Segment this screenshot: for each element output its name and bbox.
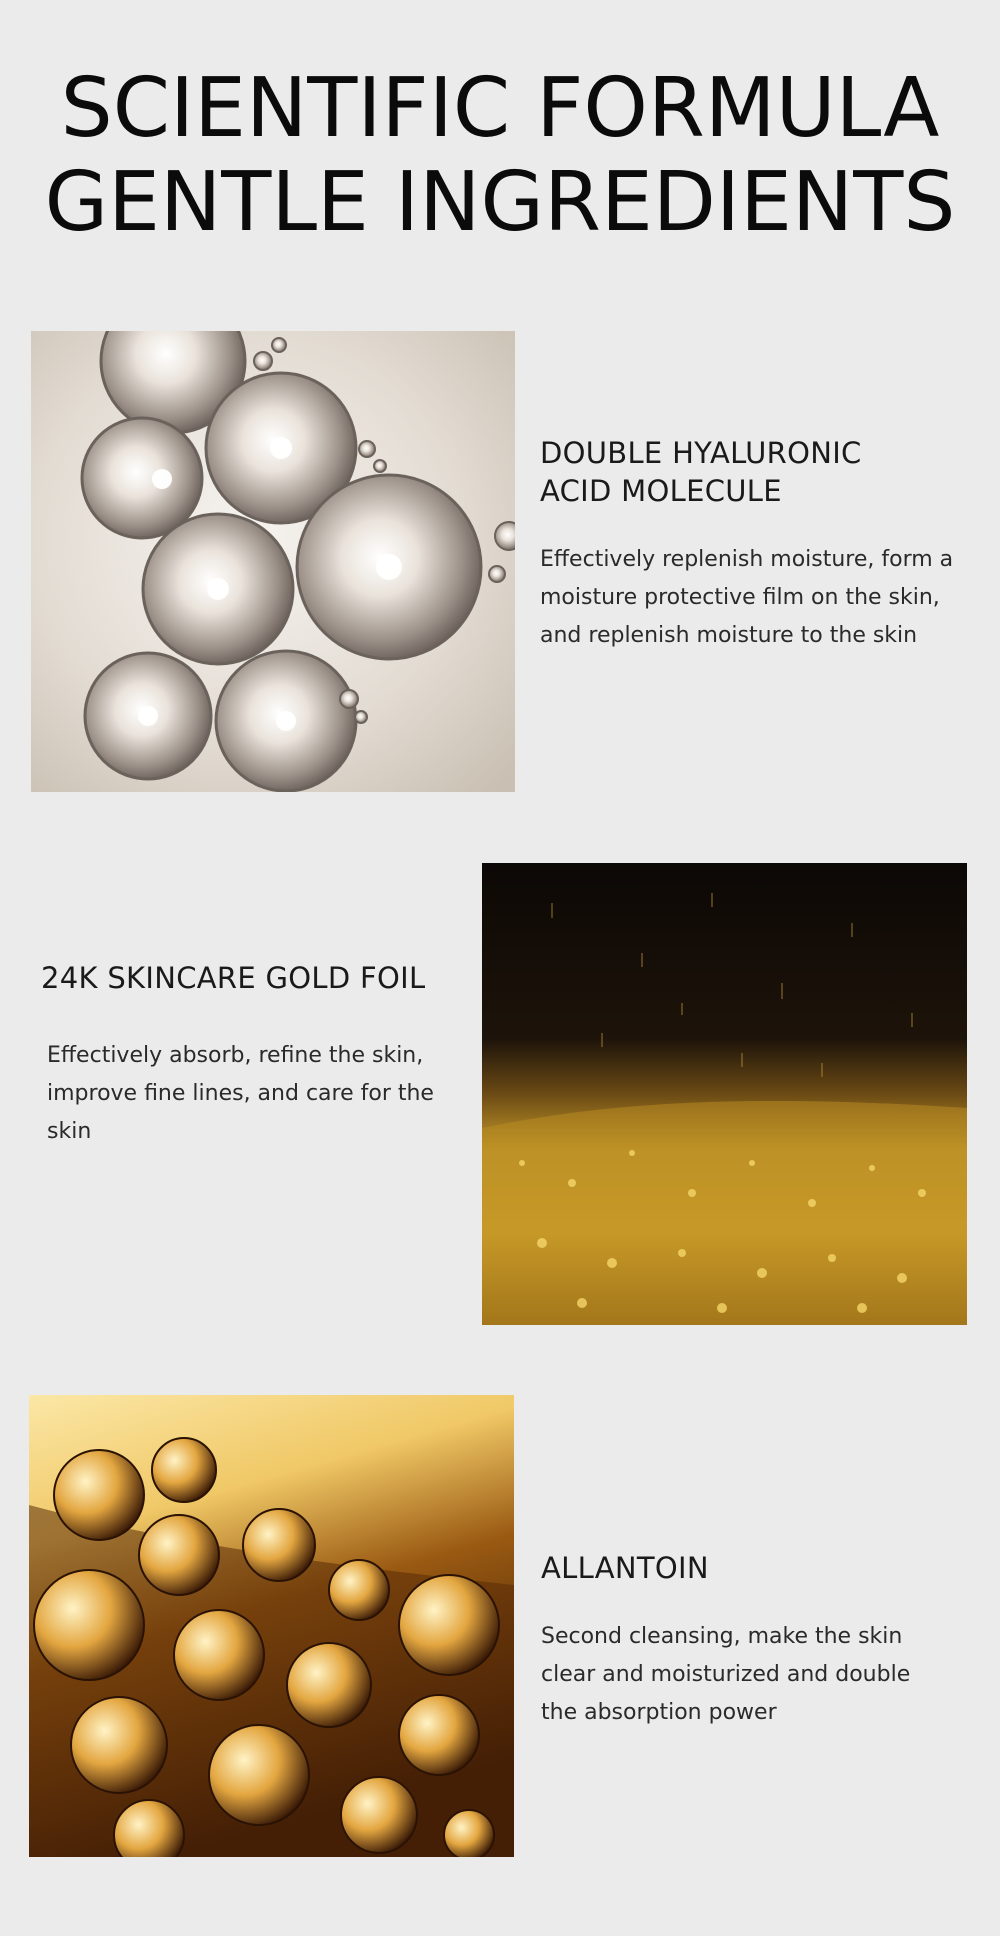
heading-line: DOUBLE HYALURONIC xyxy=(540,436,862,470)
ingredient-heading-gold-foil xyxy=(41,959,471,997)
ingredient-description-gold-foil: Effectively absorb, refine the skin, improve fine lines, and care for the skin xyxy=(47,1043,434,1144)
page-title xyxy=(0,62,1000,250)
heading-line: ALLANTOIN xyxy=(541,1551,709,1585)
ingredient-description-hyaluronic: Effectively replenish moisture, form a moisture protective film on the skin, and replenish moisture to the skin xyxy=(540,547,954,648)
ingredient-description-allantoin: Second cleansing, make the skin clear and moisturized and double the absorption power xyxy=(541,1624,911,1725)
ingredient-heading-hyaluronic xyxy=(540,434,980,510)
page-title-line-1: SCIENTIFIC FORMULA xyxy=(60,61,940,156)
heading-line: 24K SKINCARE GOLD FOIL xyxy=(41,961,426,995)
heading-line: ACID MOLECULE xyxy=(540,474,782,508)
water-bubbles-photo xyxy=(31,331,515,792)
page-title-line-2: GENTLE INGREDIENTS xyxy=(44,155,956,250)
amber-oil-bubbles-photo xyxy=(29,1395,514,1857)
ingredient-heading-allantoin xyxy=(541,1549,971,1587)
gold-dust-photo xyxy=(482,863,967,1325)
